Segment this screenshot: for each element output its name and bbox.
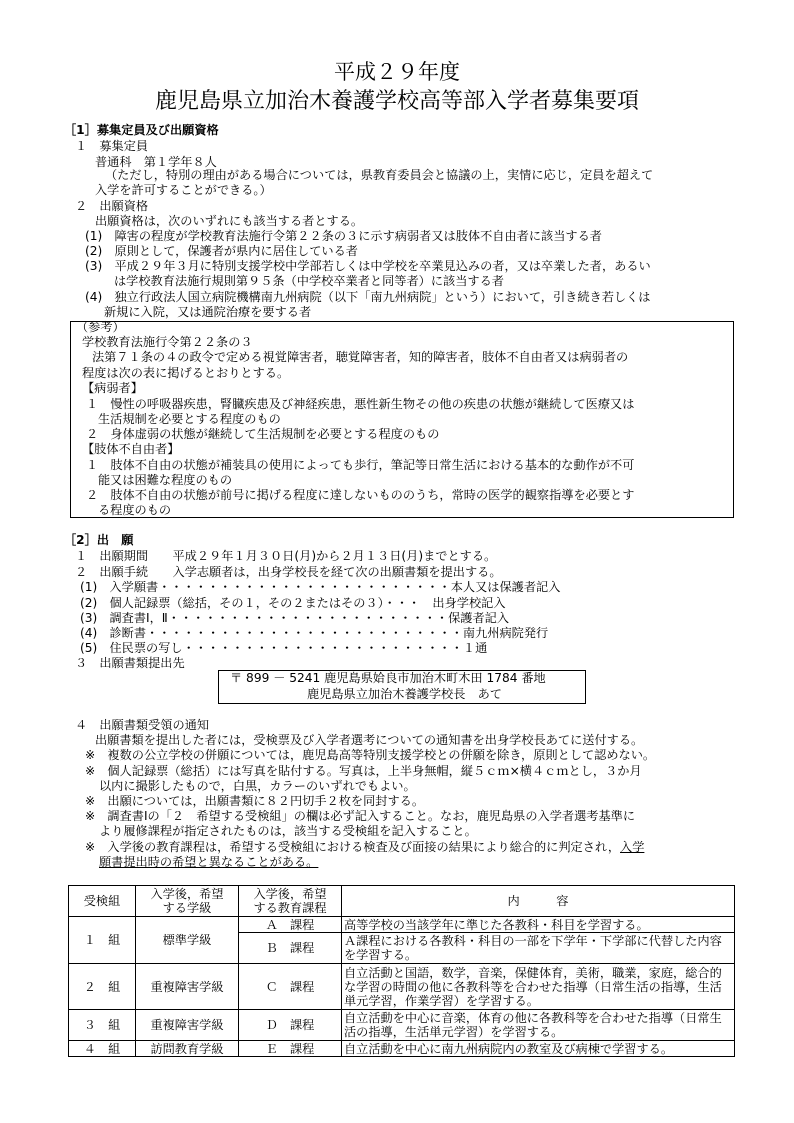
table-cell-class: 訪問教育学級 (136, 1041, 239, 1057)
s2-line: ４ 出願書類受領の通知 (75, 718, 210, 732)
note-text: ※ 入学後の教育課程は，希望する受検組における検査及び面接の結果により総合的に判定され， (85, 840, 621, 854)
page-title: 鹿児島県立加治木養護学校高等部入学者募集要項 (154, 89, 639, 114)
note-line: ※ 個人記録票（総括）には写真を貼付する。写真は，上半身無帽，縦５ｃｍ×横４ｃｍとし，３か月 (85, 764, 642, 778)
page-year: 平成２９年度 (334, 60, 460, 84)
table-header-row (69, 886, 735, 917)
s2-line: 出願書類を提出した者には，受検票及び入学者選考についての通知書を出身学校長あてに送付する。 (95, 733, 644, 747)
table-header-cell: 入学後，希望 する教育課程 (239, 886, 342, 917)
document-list-item: (3) 調査書Ⅰ，Ⅱ・・・・・・・・・・・・・・・・・・・・・・・保護者記入 (80, 611, 510, 625)
table-cell-content: Ａ課程における各教科・科目の一部を下学年・下学部に代替した内容を学習する。 (342, 933, 735, 964)
ref-line: る程度のもの (98, 503, 172, 517)
table-cell-content: 自立活動を中心に南九州病院内の教室及び病棟で学習する。 (342, 1041, 735, 1057)
ref-line: ２ 身体虚弱の状態が継続して生活規制を必要とする程度のもの (86, 427, 440, 441)
s1-line: 新規に入院，又は通院治療を要する者 (104, 305, 312, 319)
s1-line: (2) 原則として，保護者が県内に居住している者 (85, 244, 358, 258)
document-list-item: (2) 個人記録票（総括，その１，その２またはその３）・・・ 出身学校記入 (80, 596, 506, 610)
document-list-item: (5) 住民票の写し・・・・・・・・・・・・・・・・・・・・・・・１通 (80, 641, 488, 655)
s1-line: 普通科 第１学年８人 (95, 155, 217, 169)
table-cell-course: Ｅ 課程 (239, 1041, 342, 1057)
ref-line: 能又は困難な程度のもの (98, 473, 233, 487)
table-row (69, 964, 735, 1010)
table-cell-group: ４ 組 (69, 1041, 136, 1057)
document-list-item: (4) 診断書・・・・・・・・・・・・・・・・・・・・・・・・・・南九州病院発行 (80, 626, 549, 640)
ref-line: 程度は次の表に掲げるとおりとする。 (82, 366, 290, 380)
table-cell-class: 重複障害学級 (136, 964, 239, 1010)
document-list-item: (1) 入学願書・・・・・・・・・・・・・・・・・・・・・・・・本人又は保護者記入 (80, 580, 561, 594)
s1-line: (3) 平成２９年３月に特別支援学校中学部若しくは中学校を卒業見込みの者，又は卒業した者，あるい (85, 259, 651, 273)
address-line: 〒 899 － 5241 鹿児島県姶良市加治木町木田 1784 番地 (230, 671, 546, 685)
table-cell-class: 重複障害学級 (136, 1010, 239, 1041)
table-cell-group: １ 組 (69, 917, 136, 964)
note-line: 以内に撮影したもので，白黒，カラーのいずれでもよい。 (99, 779, 416, 793)
table-row (69, 1010, 735, 1041)
table-cell-course: Ｄ 課程 (239, 1010, 342, 1041)
table-cell-group: ２ 組 (69, 964, 136, 1010)
note-underlined-text: 入学 (620, 840, 645, 854)
note-line (85, 840, 644, 855)
course-table (68, 885, 735, 1057)
section-2-heading: ［2］出 願 (64, 533, 134, 547)
s1-line: （ただし，特別の理由がある場合については，県教育委員会と協議の上，実情に応じ，定員を超えて (105, 168, 654, 182)
ref-line: １ 肢体不自由の状態が補装具の使用によっても歩行，筆記等日常生活における基本的な動作が不可 (86, 458, 635, 472)
ref-line: 法第７１条の４の政令で定める視覚障害者，聴覚障害者，知的障害者，肢体不自由者又は病弱者の (92, 350, 629, 364)
s1-line: ２ 出願資格 (75, 199, 149, 213)
table-cell-group: ３ 組 (69, 1010, 136, 1041)
table-cell-course: Ｃ 課程 (239, 964, 342, 1010)
ref-line: 【肢体不自由者】 (82, 442, 180, 456)
table-row (69, 917, 735, 933)
ref-line: （参考） (76, 320, 125, 334)
ref-line: 生活規制を必要とする程度のもの (98, 412, 281, 426)
s1-line: (4) 独立行政法人国立病院機構南九州病院（以下「南九州病院」という）において，引き続き若しくは (85, 290, 651, 304)
note-underlined-text: 願書提出時の希望と異なることがある。 (99, 855, 319, 869)
ref-line: ２ 肢体不自由の状態が前号に掲げる程度に達しないもののうち，常時の医学的観察指導を必要とす (86, 488, 635, 502)
table-cell-content: 自立活動を中心に音楽，体育の他に各教科等を合わせた指導（日常生活の指導，生活単元学習）を学習する。 (342, 1010, 735, 1041)
section-1-heading: ［1］募集定員及び出願資格 (64, 123, 219, 137)
note-line: ※ 複数の公立学校の併願については，鹿児島高等特別支援学校との併願を除き，原則として認めない。 (85, 748, 656, 762)
s1-line: 入学を許可することができる。） (95, 183, 272, 197)
ref-line: 学校教育法施行令第２２条の３ (82, 335, 253, 349)
s1-line: １ 募集定員 (75, 139, 149, 153)
s1-line: は学校教育法施行規則第９５条（中学校卒業者と同等者）に該当する者 (114, 274, 504, 288)
table-cell-content: 高等学校の当該学年に準じた各教科・科目を学習する。 (342, 917, 735, 933)
table-cell-content: 自立活動と国語，数学，音楽，保健体育，美術，職業，家庭，総合的な学習の時間の他に各教科等を合わせた指導（日常生活の指導，生活単元学習，作業学習）を学習する。 (342, 964, 735, 1010)
address-line: 鹿児島県立加治木養護学校長 あて (307, 687, 502, 701)
table-header-cell: 入学後，希望 する学級 (136, 886, 239, 917)
table-cell-class: 標準学級 (136, 917, 239, 964)
s2-line: ２ 出願手続 入学志願者は，出身学校長を経て次の出願書類を提出する。 (75, 565, 502, 579)
s2-line: １ 出願期間 平成２９年１月３０日(月)から２月１３日(月)までとする。 (75, 549, 497, 563)
table-row (69, 1041, 735, 1057)
note-line: ※ 調査書Ⅰの「２ 希望する受検組」の欄は必ず記入すること。なお，鹿児島県の入学者選考基準に (85, 809, 636, 823)
note-line: ※ 出願については，出願書類に８２円切手２枚を同封する。 (85, 794, 425, 808)
table-header-cell: 受検組 (69, 886, 136, 917)
s1-line: 出願資格は，次のいずれにも該当する者とする。 (95, 214, 364, 228)
table-header-cell: 内 容 (342, 886, 735, 917)
s1-line: (1) 障害の程度が学校教育法施行令第２２条の３に示す病弱者又は肢体不自由者に該当する者 (85, 229, 602, 243)
s2-line: ３ 出願書類提出先 (75, 656, 185, 670)
table-cell-course: Ｂ 課程 (239, 933, 342, 964)
note-line: より履修課程が指定されたものは，該当する受検組を記入すること。 (99, 824, 477, 838)
ref-line: 【病弱者】 (82, 381, 143, 395)
ref-line: １ 慢性の呼吸器疾患，腎臓疾患及び神経疾患，悪性新生物その他の疾患の状態が継続して医療又は (86, 397, 635, 411)
table-cell-course: Ａ 課程 (239, 917, 342, 933)
